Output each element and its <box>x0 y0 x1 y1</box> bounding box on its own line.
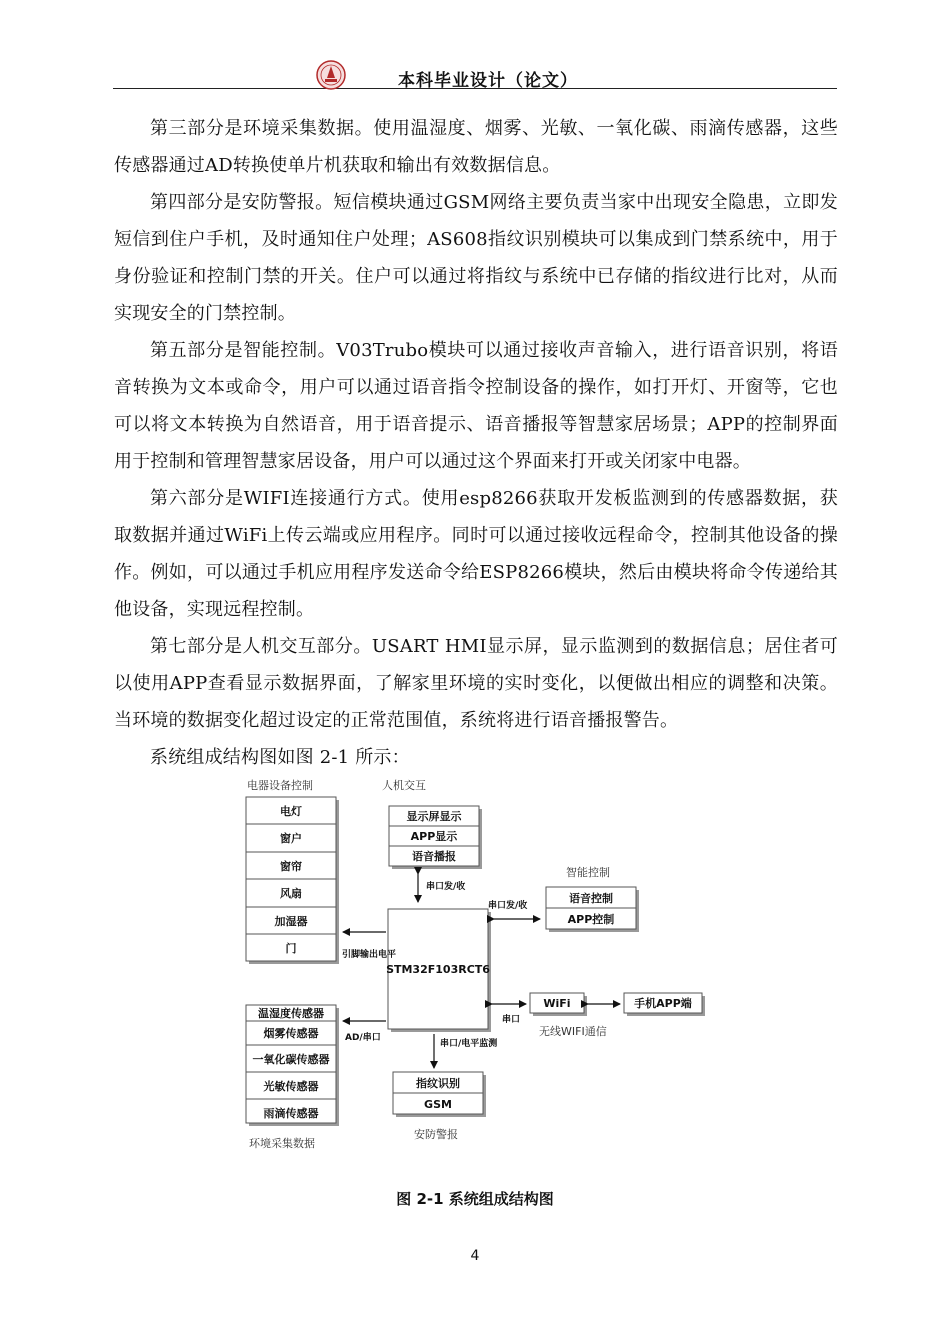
mcu-label: STM32F103RCT6 <box>386 963 490 976</box>
security-item: GSM <box>424 1098 452 1111</box>
smart-stack <box>546 887 639 932</box>
link-label-appliance: 引脚输出电平 <box>342 950 397 960</box>
paragraph-figure-intro: 系统组成结构图如图 2-1 所示： <box>150 747 410 768</box>
link-label-wifi: 串口 <box>502 1015 521 1025</box>
appliance-item: 风扇 <box>280 887 302 900</box>
security-stack <box>393 1072 486 1117</box>
header-title: 本科毕业设计（论文） <box>398 71 578 91</box>
phone-label: 手机APP端 <box>634 997 692 1010</box>
appliance-item: 电灯 <box>280 805 302 818</box>
wifi-block <box>530 993 587 1016</box>
university-logo-icon <box>316 60 346 90</box>
page-number: 4 <box>470 1248 480 1264</box>
paragraph-sensing: 第三部分是环境采集数据。使用温湿度、烟雾、光敏、一氧化碳、雨滴传感器，这些传感器通过AD转换使单片机获取和输出有效数据信息。 <box>114 118 838 176</box>
security-item: 指纹识别 <box>416 1077 460 1090</box>
paragraph-hmi: 第七部分是人机交互部分。USART HMI显示屏，显示监测到的数据信息；居住者可以使用APP查看显示数据界面，了解家里环境的实时变化，以便做出相应的调整和决策。当环境的数据变化超过设定的正常范围值，系统将进行语音播报警告。 <box>114 636 838 731</box>
group-label-security: 安防警报 <box>414 1128 458 1141</box>
group-label-smart: 智能控制 <box>566 866 610 879</box>
group-label-wireless: 无线WIFI通信 <box>539 1025 607 1038</box>
appliance-item: 门 <box>285 942 297 955</box>
link-label-sensing: AD/串口 <box>345 1033 381 1043</box>
paragraph-smart-control: 第五部分是智能控制。V03Trubo模块可以通过接收声音输入，进行语音识别，将语音转换为文本或命令，用户可以通过语音指令控制设备的操作，如打开灯、开窗等，它也可以将文本转换为自然语音，用于语音提示、语音播报等智慧家居场景；APP的控制界面用于控制和管理智慧家居设备，用户可以通过这个界面来打开或关闭家中电器。 <box>114 340 838 472</box>
sensor-item: 温湿度传感器 <box>258 1007 324 1020</box>
sensor-stack <box>246 1005 339 1126</box>
group-label-appliance: 电器设备控制 <box>247 779 313 792</box>
appliance-stack <box>246 797 339 964</box>
link-label-security: 串口/电平监测 <box>440 1039 498 1049</box>
paragraph-wifi: 第六部分是WIFI连接通行方式。使用esp8266获取开发板监测到的传感器数据，获取数据并通过WiFi上传云端或应用程序。同时可以通过接收远程命令，控制其他设备的操作。例如，可以通过手机应用程序发送命令给ESP8266模块，然后由模块将命令传递给其他设备，实现远程控制。 <box>114 488 838 620</box>
sensor-item: 一氧化碳传感器 <box>252 1053 330 1066</box>
wifi-label: WiFi <box>543 997 571 1010</box>
smart-item: APP控制 <box>567 913 615 926</box>
hmi-stack <box>389 806 482 869</box>
sensor-item: 烟雾传感器 <box>263 1027 319 1040</box>
figure-caption: 图 2-1 系统组成结构图 <box>396 1190 554 1208</box>
page-header <box>113 58 837 89</box>
sensor-item: 光敏传感器 <box>263 1080 319 1093</box>
smart-item: 语音控制 <box>569 892 613 905</box>
appliance-item: 加湿器 <box>274 915 308 928</box>
diagram-canvas <box>230 772 720 1152</box>
hmi-item: 语音播报 <box>412 850 456 863</box>
hmi-item: 显示屏显示 <box>406 810 462 823</box>
body-text <box>114 110 838 776</box>
appliance-item: 窗户 <box>280 832 302 845</box>
paragraph-security: 第四部分是安防警报。短信模块通过GSM网络主要负责当家中出现安全隐患，立即发短信到住户手机，及时通知住户处理；AS608指纹识别模块可以集成到门禁系统中，用于身份验证和控制门禁的开关。住户可以通过将指纹与系统中已存储的指纹进行比对，从而实现安全的门禁控制。 <box>114 192 838 324</box>
appliance-item: 窗帘 <box>280 860 302 873</box>
mcu-block <box>386 909 491 1032</box>
link-label-smart: 串口发/收 <box>488 901 528 911</box>
link-label-hmi: 串口发/收 <box>426 882 466 892</box>
sensor-item: 雨滴传感器 <box>263 1107 319 1120</box>
phone-block <box>624 993 705 1016</box>
group-label-hmi: 人机交互 <box>382 779 426 792</box>
system-structure-diagram <box>230 772 720 1152</box>
hmi-item: APP显示 <box>410 830 458 843</box>
group-label-sensing: 环境采集数据 <box>249 1137 315 1150</box>
